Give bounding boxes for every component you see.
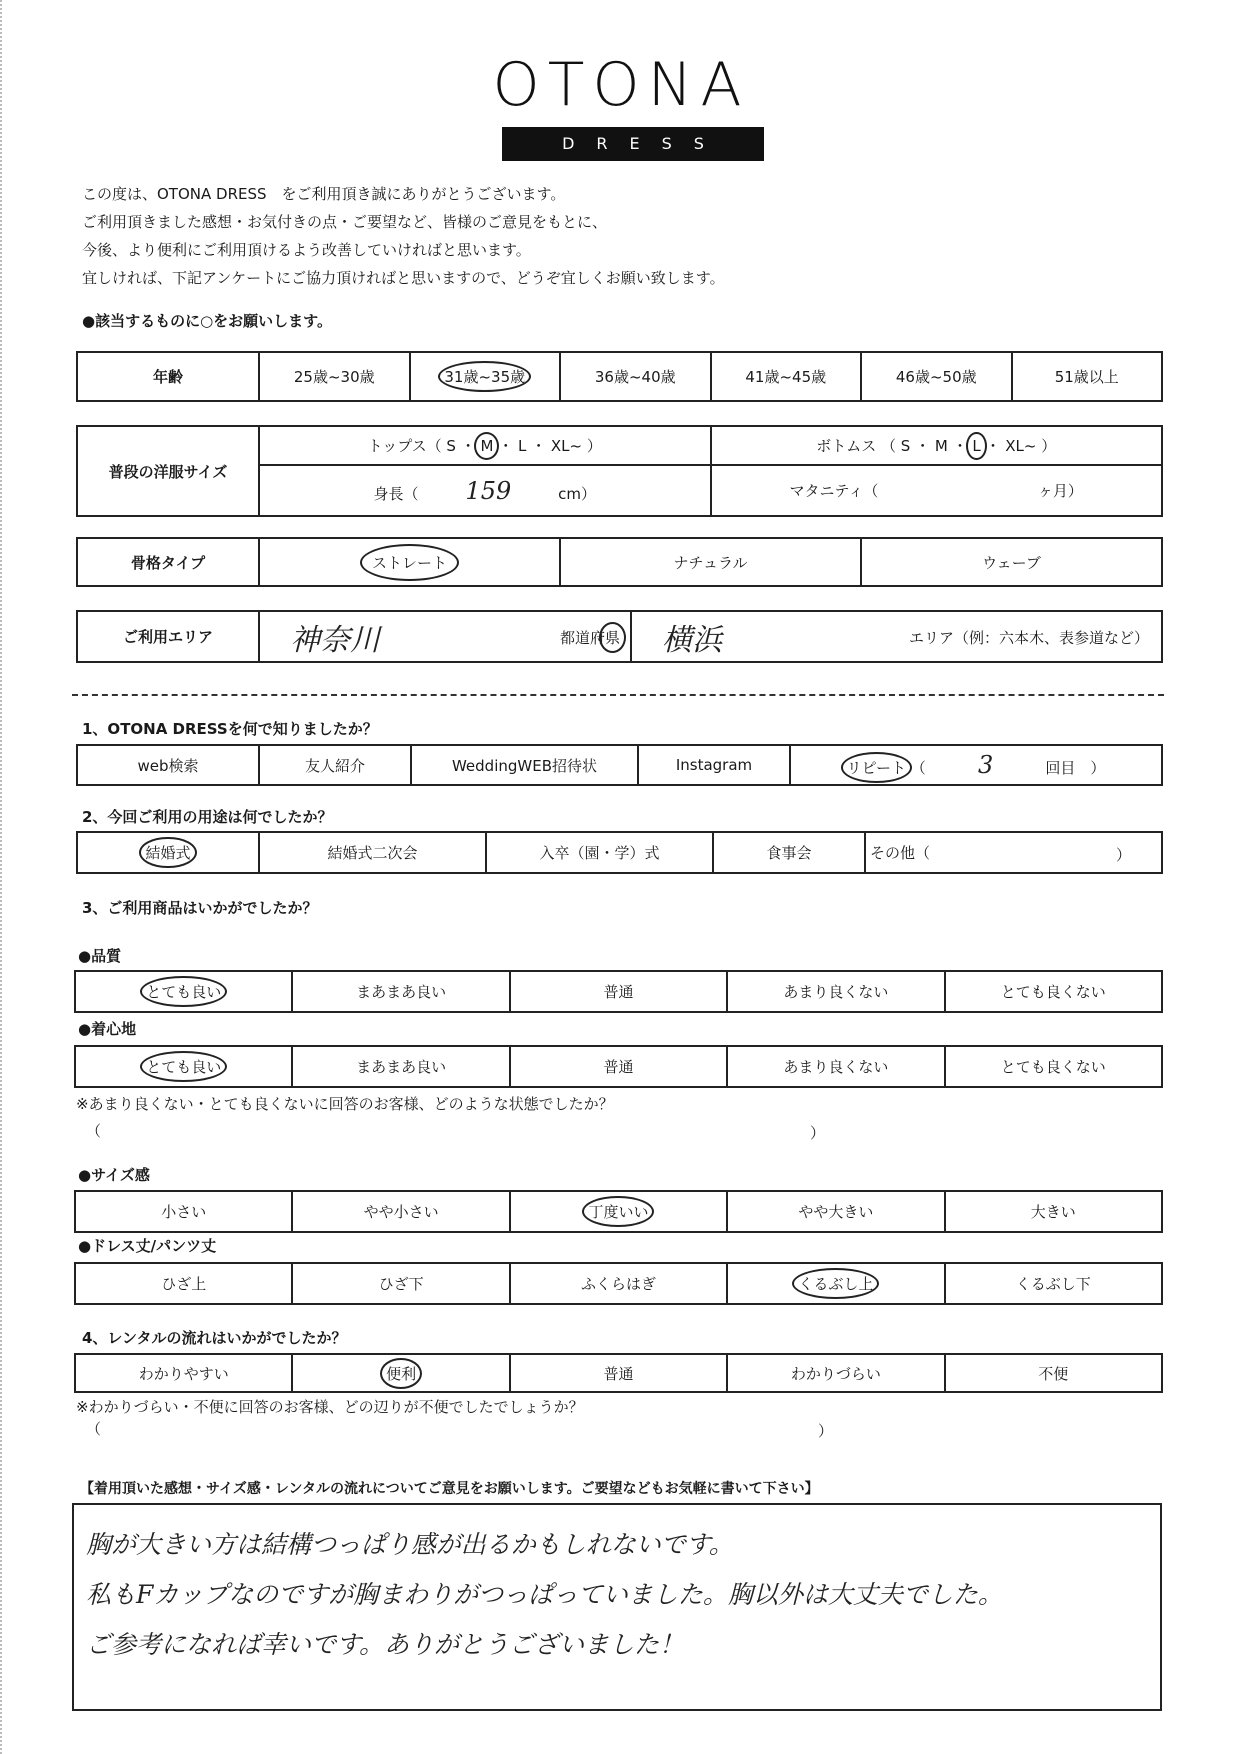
comfort-table [74,1045,1163,1088]
quality-option-very-good[interactable] [75,971,292,1012]
fit-table [74,1190,1163,1233]
q1-option-instagram[interactable]: Instagram [638,745,790,785]
comments-heading: 【着用頂いた感想・サイズ感・レンタルの流れについてご意見をお願いします。ご要望などもお気軽に書いて下さい】 [80,1481,819,1497]
age-option-51-plus[interactable]: 51歳以上 [1012,352,1163,401]
fit-option-small[interactable]: 小さい [75,1191,292,1232]
maternity-cell[interactable] [711,465,1163,516]
q2-option-dinner[interactable]: 食事会 [713,832,865,873]
q4-option-convenient[interactable] [292,1354,509,1392]
comfort-option-not-good[interactable]: あまり良くない [727,1046,944,1087]
tops-size-cell[interactable] [259,426,711,465]
fit-option-slightly-large[interactable]: やや大きい [727,1191,944,1232]
bottoms-suffix: ・ XL~ ） [985,437,1057,456]
instruction-text: ●該当するものに○をお願いします。 [82,312,332,330]
area-table [76,610,1163,663]
body-type-wave[interactable]: ウェーブ [861,538,1162,586]
q1-title: 1、OTONA DRESSを何で知りましたか？ [82,720,378,738]
repeat-count-handwritten: 3 [977,751,994,779]
q2-option-afterparty[interactable]: 結婚式二次会 [259,832,486,873]
prefecture-cell[interactable] [259,611,631,662]
size-table [76,425,1163,517]
other-close: ） [1115,846,1131,864]
q2-table [76,831,1163,874]
q1-option-web-search[interactable]: web検索 [77,745,259,785]
q1-option-friend[interactable]: 友人紹介 [259,745,411,785]
comment-line-2: 私もFカップなのですが胸まわりがつっぱっていました。胸以外は大丈夫でした。 [86,1580,1003,1609]
tops-suffix: ・ L ・ XL~ ） [498,437,602,456]
selected-circle-age: 31歳~35歳 [444,368,526,386]
bottoms-selected-circle: L [972,437,981,456]
selected-circle-usage: 結婚式 [145,844,191,862]
quality-label: ●品質 [78,947,122,965]
fit-option-slightly-small[interactable]: やや小さい [292,1191,509,1232]
area-example: エリア（例：六本木、表参道など） [908,629,1149,647]
maternity-label: マタニティ（ [789,482,879,501]
q4-note-close: ） [818,1422,834,1440]
height-value-handwritten: 159 [465,476,512,505]
q4-option-inconvenient[interactable]: 不便 [945,1354,1162,1392]
length-table [74,1262,1163,1305]
bottoms-prefix: ボトムス （ S ・ M ・ [816,437,968,456]
quality-option-very-bad[interactable]: とても良くない [945,971,1162,1012]
length-option-above-knee[interactable]: ひざ上 [75,1263,292,1304]
selected-circle-comfort: とても良い [146,1058,222,1076]
city-cell[interactable] [631,611,1162,662]
scan-edge-marks [0,0,8,1754]
q1-option-repeat[interactable] [790,745,1162,785]
other-label: その他（ [870,844,931,862]
body-type-straight[interactable] [259,538,560,586]
quality-option-not-good[interactable]: あまり良くない [727,971,944,1012]
age-option-25-30[interactable]: 25歳~30歳 [259,352,410,401]
age-option-36-40[interactable]: 36歳~40歳 [560,352,711,401]
length-label: ●ドレス丈/パンツ丈 [78,1237,217,1255]
length-option-above-ankle[interactable] [727,1263,944,1304]
length-option-calf[interactable]: ふくらはぎ [510,1263,727,1304]
brand-logo-subbar: DRESS [502,127,764,161]
selected-circle-quality: とても良い [146,983,222,1001]
q4-option-confusing[interactable]: わかりづらい [727,1354,944,1392]
q4-table [74,1353,1163,1393]
tops-prefix: トップス（ S ・ [367,437,476,456]
comments-box[interactable] [72,1503,1162,1711]
q3-title: 3、ご利用商品はいかがでしたか？ [82,899,318,917]
length-option-below-ankle[interactable]: くるぶし下 [945,1263,1162,1304]
body-type-label: 骨格タイプ [77,538,259,586]
comment-line-1: 胸が大きい方は結構つっぱり感が出るかもしれないです。 [86,1530,734,1559]
fit-option-just-right[interactable] [510,1191,727,1232]
height-unit: cm） [558,484,596,503]
q2-option-other[interactable] [865,832,1162,873]
comfort-option-very-bad[interactable]: とても良くない [945,1046,1162,1087]
comfort-option-normal[interactable]: 普通 [510,1046,727,1087]
repeat-paren: （ [910,759,926,777]
quality-option-normal[interactable]: 普通 [510,971,727,1012]
q1-option-wedding-web[interactable]: WeddingWEB招待状 [411,745,638,785]
q4-note-open: （ [86,1420,102,1438]
height-label: 身長（ [373,484,419,503]
q4-note: ※わかりづらい・不便に回答のお客様、どの辺りが不便でしたでしょうか？ [76,1398,584,1416]
intro-line-2: ご利用頂きました感想・お気付きの点・ご要望など、皆様のご意見をもとに、 [82,213,608,231]
comfort-option-fairly-good[interactable]: まあまあ良い [292,1046,509,1087]
q1-table [76,744,1163,786]
selected-circle-rental: 便利 [386,1364,417,1383]
q2-option-wedding[interactable] [77,832,259,873]
selected-circle-length: くるぶし上 [798,1275,874,1293]
body-type-table [76,537,1163,587]
quality-option-fairly-good[interactable]: まあまあ良い [292,971,509,1012]
prefecture-handwritten: 神奈川 [290,622,380,658]
comfort-label: ●着心地 [78,1020,137,1038]
age-option-46-50[interactable]: 46歳~50歳 [861,352,1012,401]
section-divider [72,694,1164,696]
intro-line-4: 宜しければ、下記アンケートにご協力頂ければと思いますので、どうぞ宜しくお願い致します。 [82,269,725,287]
area-label: ご利用エリア [77,611,259,662]
comfort-option-very-good[interactable] [75,1046,292,1087]
prefecture-suffix-circled: 県 [604,629,620,647]
age-option-31-35[interactable] [410,352,561,401]
selected-circle-fit: 丁度いい [588,1203,649,1221]
q4-title: 4、レンタルの流れはいかがでしたか？ [82,1329,347,1347]
intro-line-1: この度は、OTONA DRESS をご利用頂き誠にありがとうございます。 [82,185,566,203]
q2-option-ceremony[interactable]: 入卒（園・学）式 [486,832,713,873]
q3-note: ※あまり良くない・とても良くないに回答のお客様、どのような状態でしたか？ [76,1095,614,1113]
length-option-below-knee[interactable]: ひざ下 [292,1263,509,1304]
q2-title: 2、今回ご利用の用途は何でしたか？ [82,808,333,826]
selected-circle-repeat: リピート [846,759,907,777]
tops-selected-circle: M [480,437,494,456]
age-label: 年齢 [77,352,259,401]
prefecture-suffix: 都道府 [559,629,605,647]
q3-note-open: （ [86,1122,102,1140]
bottoms-size-cell[interactable] [711,426,1163,465]
q3-note-close: ） [810,1124,826,1142]
height-cell[interactable] [259,465,711,516]
body-type-natural[interactable]: ナチュラル [560,538,861,586]
comment-line-3: ご参考になれば幸いです。ありがとうございました！ [86,1630,685,1659]
maternity-unit: ヶ月） [1037,482,1083,501]
brand-logo-wordmark: OTONA [492,50,750,120]
city-handwritten: 横浜 [662,622,722,658]
repeat-suffix: 回目 ） [1045,759,1106,777]
q4-option-easy[interactable]: わかりやすい [75,1354,292,1392]
quality-table [74,970,1163,1013]
fit-option-large[interactable]: 大きい [945,1191,1162,1232]
intro-line-3: 今後、より便利にご利用頂けるよう改善していければと思います。 [82,241,531,259]
age-option-41-45[interactable]: 41歳~45歳 [711,352,862,401]
fit-label: ●サイズ感 [78,1166,150,1184]
selected-circle-body-type: ストレート [371,553,447,572]
q4-option-normal[interactable]: 普通 [510,1354,727,1392]
age-table [76,351,1163,402]
size-label: 普段の洋服サイズ [77,426,259,516]
